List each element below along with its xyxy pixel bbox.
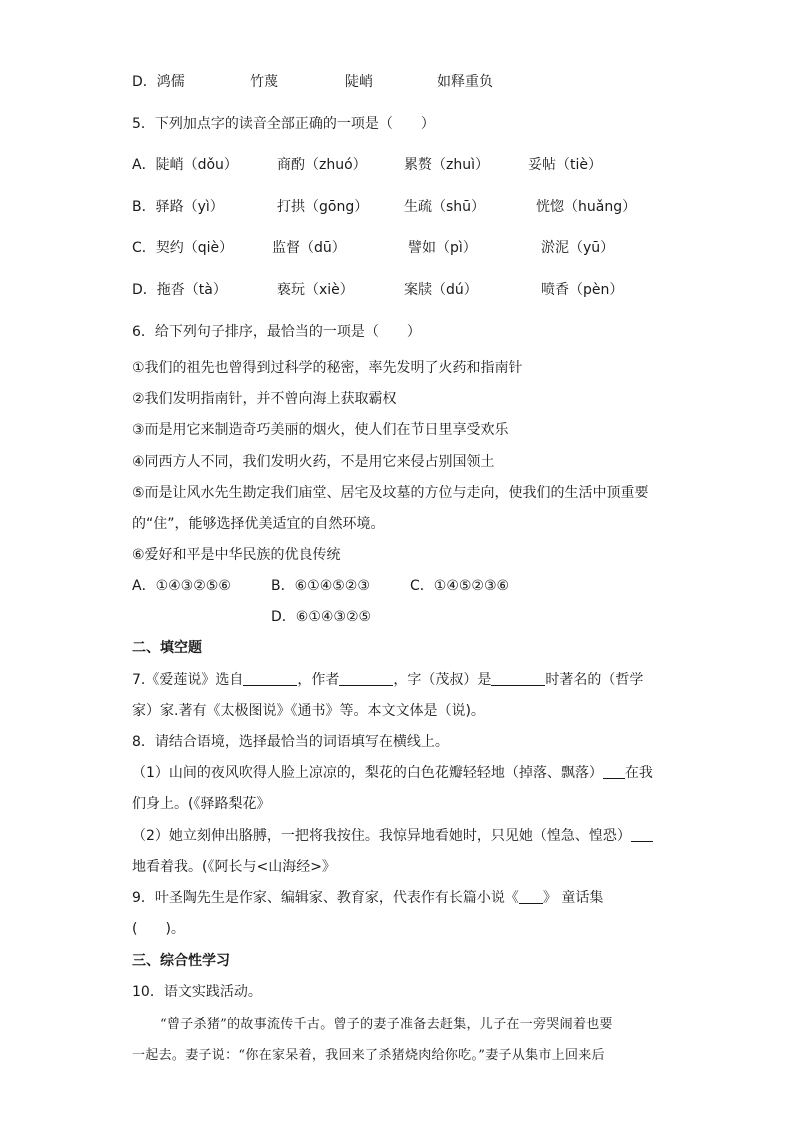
q7-line2: 家）家.著有《太极图说》《通书》等。本文文体是（说)。 [132, 703, 485, 719]
q5-d-1: D．拖沓（tà） [132, 282, 227, 298]
q9-part1: 9．叶圣陶先生是作家、编辑家、教育家，代表作有长篇小说《 [132, 890, 519, 906]
q5-b-4: 恍惚（huǎng） [536, 199, 637, 215]
q8-item1-text: （1）山间的夜风吹得人脸上凉凉的，梨花的白色花瓣轻轻地（掉落、飘落） [132, 765, 603, 781]
q5-c-1: C．契约（qiè） [132, 240, 234, 256]
q5-d-3: 案牍（dú） [404, 282, 478, 298]
q8-blank-1[interactable] [603, 764, 625, 779]
q5-a-1: A．陡峭（dǒu） [132, 157, 238, 173]
q5-c-4: 淤泥（yū） [541, 240, 615, 256]
q9-part2: 》 童话集 [542, 890, 604, 906]
q10-passage-line2: 一起去。妻子说：“你在家呆着，我回来了杀猪烧肉给你吃。”妻子从集市上回来后 [132, 1048, 605, 1063]
q10-stem: 10．语文实践活动。 [132, 984, 262, 1000]
q9-blank-novel[interactable] [519, 889, 543, 904]
q5-stem: 5．下列加点字的读音全部正确的一项是（ ） [132, 116, 435, 132]
q4-option-d-label: D．鸿儒 [132, 74, 185, 90]
q6-sentence-3: ③而是用它来制造奇巧美丽的烟火，使人们在节日里享受欢乐 [132, 422, 509, 438]
q5-c-2: 监督（dū） [272, 240, 346, 256]
q5-b-1: B．驿路（yì） [132, 199, 224, 215]
q4-option-d-word2: 竹蔑 [250, 74, 278, 90]
q7-part4: 时著名的（哲学 [545, 672, 644, 688]
q9-line2: ( )。 [132, 921, 185, 937]
q8-item2-line2: 地看着我。(《阿长与<山海经>》 [132, 859, 336, 875]
q6-option-b: B．⑥①④⑤②③ [271, 578, 370, 594]
q4-option-d-word4: 如释重负 [437, 74, 493, 90]
q6-option-c: C．①④⑤②③⑥ [410, 578, 510, 594]
q8-item1-line1 [132, 763, 653, 783]
q7-blank-era[interactable] [491, 671, 545, 686]
q6-sentence-4: ④同西方人不同，我们发明火药，不是用它来侵占别国领土 [132, 454, 495, 470]
q5-b-3: 生疏（shū） [404, 199, 486, 215]
q6-sentence-1: ①我们的祖先也曾得到过科学的秘密，率先发明了火药和指南针 [132, 360, 523, 376]
q6-sentence-6: ⑥爱好和平是中华民族的优良传统 [132, 547, 341, 563]
q5-d-4: 喷香（pèn） [541, 282, 624, 298]
q8-item2-line1 [132, 826, 653, 846]
q4-option-d-word3: 陡峭 [345, 74, 373, 90]
q6-sentence-5-line2: 的“住”，能够选择优美适宜的自然环境。 [132, 516, 385, 532]
section-title-fill-in: 二、填空题 [132, 640, 202, 656]
q5-a-3: 累赘（zhuì） [404, 157, 489, 173]
q7-part1: 7.《爱莲说》选自 [132, 672, 244, 688]
q6-option-d: D．⑥①④③②⑤ [271, 609, 372, 625]
q8-blank-2[interactable] [631, 827, 653, 842]
q7-blank-source[interactable] [243, 671, 297, 686]
q5-b-2: 打拱（gōng） [277, 199, 369, 215]
q5-a-2: 商酌（zhuó） [277, 157, 367, 173]
q5-c-3: 譬如（pì） [408, 240, 477, 256]
q5-a-4: 妥帖（tiè） [528, 157, 602, 173]
q7-blank-author[interactable] [339, 671, 393, 686]
q7-part3: ，字（茂叔）是 [393, 672, 492, 688]
q8-stem: 8．请结合语境，选择最恰当的词语填写在横线上。 [132, 734, 449, 750]
q8-item1-line2: 们身上。(《驿路梨花》 [132, 796, 271, 812]
q6-sentence-2: ②我们发明指南针，并不曾向海上获取霸权 [132, 391, 397, 407]
q8-item1-end: 在我 [624, 765, 653, 781]
q6-sentence-5-line1: ⑤而是让风水先生勘定我们庙堂、居宅及坟墓的方位与走向，使我们的生活中顶重要 [132, 485, 649, 501]
q6-option-a: A．①④③②⑤⑥ [132, 578, 231, 594]
q8-item2-text: （2）她立刻伸出胳膊，一把将我按住。我惊异地看她时，只见她（惶急、惶恐） [132, 828, 631, 844]
q10-passage-line1: “曾子杀猪”的故事流传千古。曾子的妻子准备去赶集，儿子在一旁哭闹着也要 [160, 1017, 613, 1032]
q9-line1 [132, 888, 603, 908]
q5-d-2: 亵玩（xiè） [277, 282, 354, 298]
section-title-comprehensive: 三、综合性学习 [132, 953, 230, 969]
q6-stem: 6．给下列句子排序，最恰当的一项是（ ） [132, 324, 421, 340]
q7-part2: ，作者 [297, 672, 340, 688]
q7-line1 [132, 670, 643, 690]
